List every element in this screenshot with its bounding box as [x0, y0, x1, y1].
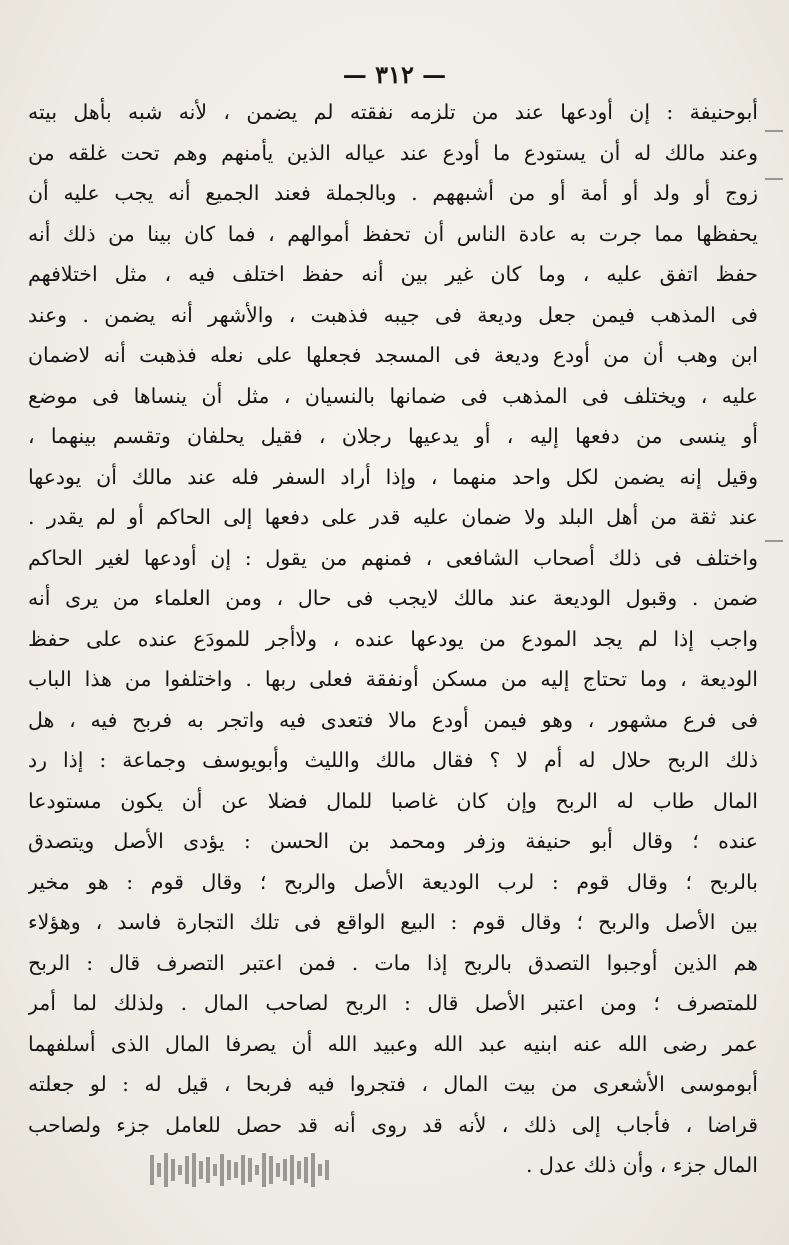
stamp-mark — [164, 1153, 168, 1187]
stamp-mark — [311, 1153, 315, 1187]
stamp-mark — [304, 1157, 308, 1183]
text-line: قراضا ، فأجاب إلى ذلك ، لأنه قد روى أنه قد حصل للعامل جزء ولصاحب — [28, 1112, 758, 1137]
text-line: ابن وهب أن من أودع وديعة فى المسجد فجعلها على نعله فذهبت أنه لاضمان — [28, 343, 758, 367]
stamp-mark — [276, 1163, 280, 1177]
stamp-mark — [206, 1157, 210, 1183]
text-line: يحفظها مما جرت به عادة الناس أن تحفظ أموالهم ، فما كان بينا من ذلك أنه — [28, 221, 758, 246]
text-line: وعند مالك له أن يستودع ما أودع عند عياله الذين يأمنهم وهم تحت غلقه من — [28, 140, 758, 165]
stamp-mark — [171, 1159, 175, 1181]
stamp-mark — [157, 1163, 161, 1177]
stamp-mark — [178, 1165, 182, 1175]
text-line: هم الذين أوجبوا التصدق بالربح إذا مات . فمن اعتبر التصرف قال : الربح — [28, 950, 758, 975]
text-line: بين الأصل والربح ؛ وقال قوم : البيع الواقع فى تلك التجارة فاسد ، وهؤلاء — [28, 910, 758, 934]
text-line: للمتصرف ؛ ومن اعتبر الأصل قال : الربح لصاحب المال . ولذلك لما أمر — [28, 991, 758, 1015]
stamp-mark — [283, 1159, 287, 1181]
text-line: عليه ، ويختلف فى المذهب فى ضمانها بالنسيان ، مثل أن ينساها فى موضع — [28, 383, 758, 408]
text-line: واختلف فى ذلك أصحاب الشافعى ، فمنهم من يقول : إن أودعها لغير الحاكم — [28, 545, 758, 570]
body-text — [28, 92, 758, 1186]
edge-mark — [765, 130, 783, 132]
text-line: عنده ؛ وقال أبو حنيفة وزفر ومحمد بن الحسن : يؤدى الأصل ويتصدق — [28, 829, 758, 853]
text-line: عند ثقة من أهل البلد ولا ضمان عليه قدر على دفعها إلى الحاكم أو لم يقدر . — [28, 505, 758, 529]
stamp-mark — [318, 1164, 322, 1176]
text-line: ذلك الربح حلال له أم لا ؟ فقال مالك والليث وأبويوسف وجماعة : إذا رد — [28, 748, 758, 772]
library-stamp — [150, 1150, 480, 1190]
stamp-mark — [255, 1165, 259, 1175]
text-line: الوديعة ، وما تحتاج إليه من مسكن أونفقة فعلى ربها . واختلفوا من هذا الباب — [28, 667, 758, 691]
page-number: — ٣١٢ — — [342, 60, 447, 89]
text-line: أبوحنيفة : إن أودعها عند من تلزمه نفقته لم يضمن ، لأنه شبه بأهل بيته — [28, 100, 758, 124]
edge-mark — [765, 178, 783, 180]
text-line: حفظ اتفق عليه ، وما كان غير بين أنه حفظ اختلف فيه ، مثل اختلافهم — [28, 262, 758, 286]
stamp-mark — [325, 1160, 329, 1180]
text-line: عمر رضى الله عنه ابنيه عبد الله وعبيد الله أن يصرفا المال الذى أسلفهما — [28, 1031, 758, 1056]
stamp-mark — [297, 1161, 301, 1179]
stamp-mark — [248, 1158, 252, 1182]
text-line: زوج أو ولد أو أمة أو من أشبههم . وبالجملة فعند الجميع أنه يجب عليه أن — [28, 181, 758, 205]
text-line: أو ينسى من دفعها إليه ، أو يدعيها رجلان ، فقيل يحلفان وتقسم بينهما ، — [28, 424, 758, 448]
stamp-mark — [241, 1155, 245, 1185]
text-line: فى المذهب فيمن جعل وديعة فى جيبه فذهبت ، والأشهر أنه يضمن . وعند — [28, 302, 758, 327]
stamp-mark — [213, 1164, 217, 1176]
stamp-mark — [185, 1156, 189, 1184]
stamp-mark — [262, 1153, 266, 1187]
text-line: المال جزء ، وأن ذلك عدل . — [526, 1153, 758, 1177]
edge-mark — [765, 540, 783, 542]
text-line: فى فرع مشهور ، وهو فيمن أودع مالا فتعدى فيه واتجر به فربح فيه ، هل — [28, 707, 758, 732]
stamp-mark — [290, 1155, 294, 1185]
text-line: وقيل إنه يضمن لكل واحد منهما ، وإذا أراد السفر فله عند مالك أن يودعها — [28, 464, 758, 489]
text-line: ضمن . وقبول الوديعة عند مالك لايجب فى حال ، ومن العلماء من يرى أنه — [28, 586, 758, 610]
stamp-mark — [220, 1154, 224, 1186]
text-line: واجب إذا لم يجد المودع من يودعها عنده ، ولاأجر للمودَع عنده على حفظ — [28, 626, 758, 651]
text-line: أبوموسى الأشعرى من بيت المال ، فتجروا فيه فربحا ، قيل له : لو جعلته — [28, 1072, 758, 1096]
stamp-mark — [192, 1153, 196, 1187]
stamp-mark — [227, 1160, 231, 1180]
stamp-mark — [234, 1162, 238, 1178]
text-line: المال طاب له الربح وإن كان غاصبا للمال فضلا عن أن يكون مستودعا — [28, 788, 758, 813]
stamp-mark — [199, 1161, 203, 1179]
stamp-mark — [269, 1156, 273, 1184]
text-line: بالربح ؛ وقال قوم : لرب الوديعة الأصل والربح ؛ وقال قوم : هو مخير — [28, 869, 758, 894]
stamp-mark — [150, 1155, 154, 1185]
